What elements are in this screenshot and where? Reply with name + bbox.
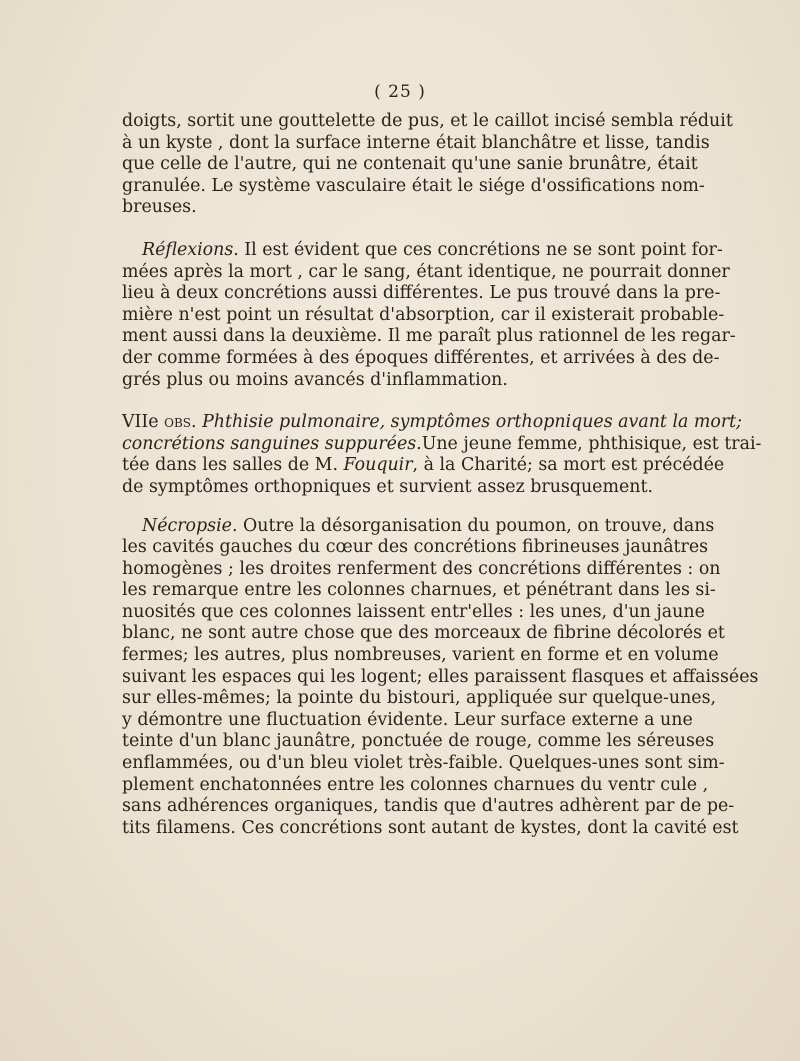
text-line: fermes; les autres, plus nombreuses, varient en forme et en volume (122, 645, 719, 666)
text-line: grés plus ou moins avancés d'inflammation. (122, 369, 508, 390)
text-run: Une jeune femme, phthisique, est trai- (421, 433, 762, 454)
text-line: breuses. (122, 197, 197, 218)
text-line: suivant les espaces qui les logent; elles paraissent flasques et affaissées (122, 666, 759, 687)
paragraph-gap (122, 499, 652, 516)
text-line: sur elles-mêmes; la pointe du bistouri, appliquée sur quelque-unes, (122, 688, 717, 709)
text-line: tits filamens. Ces concrétions sont autant de kystes, dont la cavité est (122, 817, 739, 838)
text-line: y démontre une fluctuation évidente. Leur surface externe a une (122, 709, 693, 730)
text-line (142, 239, 723, 262)
text-line: nuosités que ces colonnes laissent entr'elles : les unes, d'un jaune (122, 601, 705, 622)
text-line (122, 412, 743, 434)
text-run: Il est évident que ces concrétions ne se sont point for- (238, 239, 723, 260)
section-heading-reflexions: Réflexions. (142, 239, 239, 260)
section-heading-necropsie: Nécropsie. (142, 515, 238, 536)
text-line: de symptômes orthopniques et survient assez brusquement. (122, 476, 653, 497)
text-line: ment aussi dans la deuxième. Il me paraît plus rationnel de les regar- (122, 326, 736, 347)
text-line: homogènes ; les droites renferment des concrétions différentes : on (122, 558, 721, 579)
text-line: que celle de l'autre, qui ne contenait qu'une sanie brunâtre, était (122, 154, 698, 175)
paragraph-gap (122, 219, 652, 240)
physician-name: Fouquir (343, 455, 413, 476)
text-line: les cavités gauches du cœur des concrétions fibrineuses jaunâtres (122, 537, 709, 558)
text-line: doigts, sortit une gouttelette de pus, et le caillot incisé sembla réduit (122, 111, 733, 131)
text-line (122, 455, 725, 477)
text-line: blanc, ne sont autre chose que des morceaux de fibrine décolorés et (122, 623, 725, 644)
page-number: ( 25 ) (374, 82, 426, 102)
text-line: lieu à deux concrétions aussi différentes. Le pus trouvé dans la pre- (122, 283, 721, 304)
text-line: der comme formées à des époques différentes, et arrivées à des de- (122, 347, 720, 368)
paragraph-gap (122, 391, 652, 412)
text-line (122, 433, 762, 456)
paragraph-reflexions (122, 239, 723, 262)
observation-title-cont: , symptômes orthopniques avant la mort; (379, 412, 743, 433)
text-line: granulée. Le système vasculaire était le siége d'ossifications nom- (122, 175, 705, 196)
text-run: tée dans les salles de M. (122, 455, 344, 476)
observation-label: obs. (164, 412, 197, 433)
text-line: mière n'est point un résultat d'absorption, car il existerait probable- (122, 304, 725, 325)
paragraph-necropsie (122, 515, 759, 840)
text-line: plement enchatonnées entre les colonnes charnues du ventr cule , (122, 774, 709, 795)
text-run: , à la Charité; sa mort est précédée (412, 455, 725, 476)
paragraph-1 (122, 111, 733, 219)
page-body (122, 111, 762, 839)
text-line: à un kyste , dont la surface interne était blanchâtre et lisse, tandis (122, 132, 710, 153)
text-line: mées après la mort , car le sang, étant identique, ne pourrait donner (122, 261, 730, 282)
text-line: les remarque entre les colonnes charnues, et pénétrant dans les si- (122, 580, 716, 601)
paragraph-observation-7 (122, 412, 762, 498)
observation-subtitle: concrétions sanguines suppurées. (122, 433, 422, 454)
text-line: teinte d'un blanc jaunâtre, ponctuée de rouge, comme les séreuses (122, 731, 715, 752)
text-line (122, 515, 715, 538)
paragraph-reflexions-body (122, 261, 736, 392)
text-run: Outre la désorganisation du poumon, on trouve, dans (237, 515, 715, 536)
observation-number: VIIe (122, 412, 159, 433)
observation-title: Phthisie pulmonaire (202, 412, 380, 433)
text-line: sans adhérences organiques, tandis que d'autres adhèrent par de pe- (122, 796, 735, 817)
text-line: enflammées, ou d'un bleu violet très-faible. Quelques-unes sont sim- (122, 753, 725, 774)
